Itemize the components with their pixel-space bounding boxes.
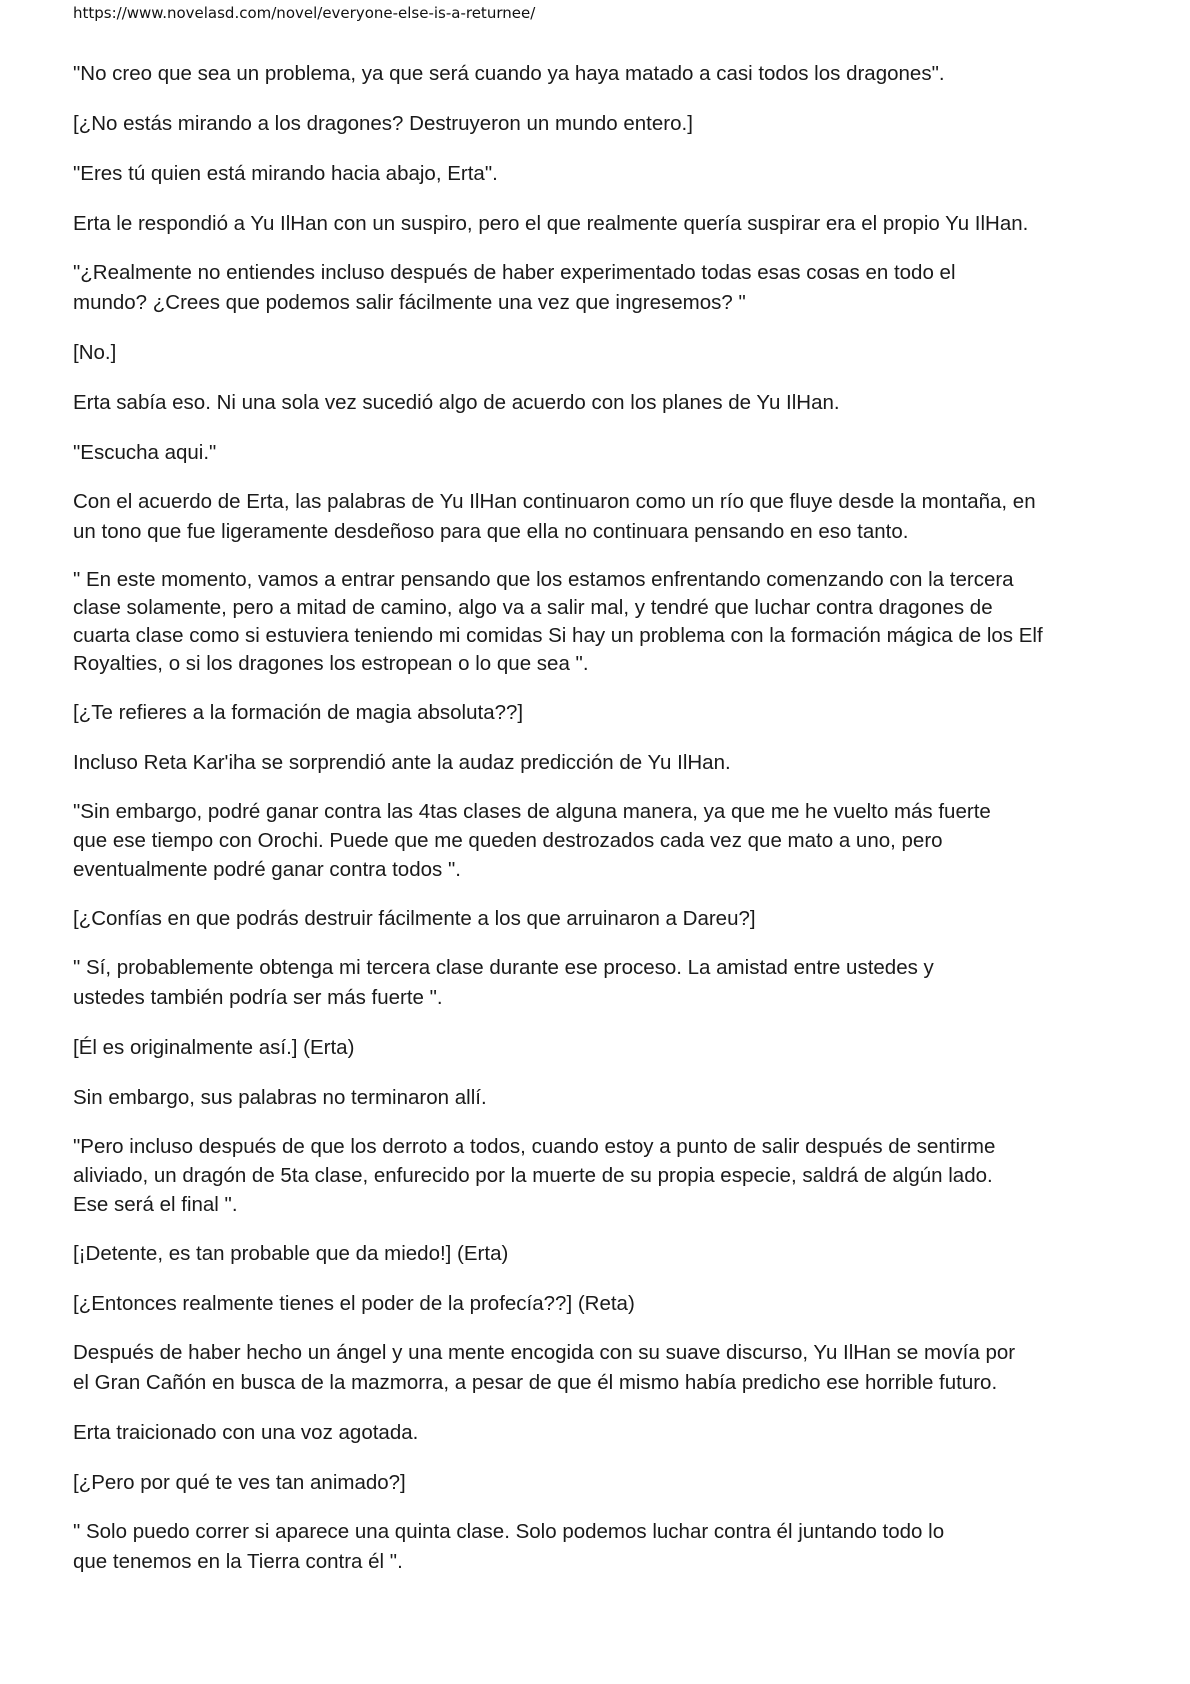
- paragraph: "Escucha aqui.": [73, 441, 217, 464]
- paragraph: [¡Detente, es tan probable que da miedo!] (Erta): [73, 1242, 509, 1265]
- paragraph: "No creo que sea un problema, ya que será cuando ya haya matado a casi todos los dragones".: [73, 62, 945, 85]
- paragraph: " En este momento, vamos a entrar pensando que los estamos enfrentando comenzando con la tercera clase solamente, pero a mitad de camino, algo va a salir mal, y tendré que luchar contra dragones de cuarta clase como si estuviera teniendo mi comidas Si hay un problema con la formación mágica de los Elf Royalties, o si los dragones los estropean o lo que sea ".: [73, 568, 1043, 675]
- paragraph: [¿Pero por qué te ves tan animado?]: [73, 1471, 406, 1494]
- document-body: [73, 58, 1123, 1596]
- paragraph: Sin embargo, sus palabras no terminaron allí.: [73, 1086, 487, 1109]
- paragraph: Con el acuerdo de Erta, las palabras de Yu IlHan continuaron como un río que fluye desde la montaña, en un tono que fue ligeramente desdeñoso para que ella no continuara pensando en eso tanto.: [73, 490, 1036, 543]
- paragraph: " Sí, probablemente obtenga mi tercera clase durante ese proceso. La amistad entre ustedes y ustedes también podría ser más fuerte ".: [73, 956, 934, 1009]
- paragraph: Erta sabía eso. Ni una sola vez sucedió algo de acuerdo con los planes de Yu IlHan.: [73, 391, 840, 414]
- paragraph: [¿Te refieres a la formación de magia absoluta??]: [73, 701, 524, 724]
- paragraph: [Él es originalmente así.] (Erta): [73, 1036, 355, 1059]
- paragraph: "Eres tú quien está mirando hacia abajo, Erta".: [73, 162, 498, 185]
- paragraph: " Solo puedo correr si aparece una quinta clase. Solo podemos luchar contra él juntando todo lo que tenemos en la Tierra contra él ".: [73, 1520, 945, 1573]
- paragraph: [¿Entonces realmente tienes el poder de la profecía??] (Reta): [73, 1292, 635, 1315]
- paragraph: [¿No estás mirando a los dragones? Destruyeron un mundo entero.]: [73, 112, 693, 135]
- paragraph: [¿Confías en que podrás destruir fácilmente a los que arruinaron a Dareu?]: [73, 907, 756, 930]
- paragraph: [No.]: [73, 341, 117, 364]
- paragraph: "Pero incluso después de que los derroto a todos, cuando estoy a punto de salir después de sentirme aliviado, un dragón de 5ta clase, enfurecido por la muerte de su propia especie, saldrá de algún lado. Ese será el final ".: [73, 1135, 996, 1216]
- paragraph: Después de haber hecho un ángel y una mente encogida con su suave discurso, Yu IlHan se movía por el Gran Cañón en busca de la mazmorra, a pesar de que él mismo había predicho ese horrible futuro.: [73, 1341, 1016, 1394]
- paragraph: Erta traicionado con una voz agotada.: [73, 1421, 419, 1444]
- paragraph: "Sin embargo, podré ganar contra las 4tas clases de alguna manera, ya que me he vuelto más fuerte que ese tiempo con Orochi. Puede que me queden destrozados cada vez que mato a uno, pero eventualmente podré ganar contra todos ".: [73, 800, 991, 881]
- paragraph: Incluso Reta Kar'iha se sorprendió ante la audaz predicción de Yu IlHan.: [73, 751, 731, 774]
- page-url-header: https://www.novelasd.com/novel/everyone-else-is-a-returnee/: [73, 4, 536, 22]
- paragraph: "¿Realmente no entiendes incluso después de haber experimentado todas esas cosas en todo el mundo? ¿Crees que podemos salir fácilmente una vez que ingresemos? ": [73, 261, 956, 314]
- paragraph: Erta le respondió a Yu IlHan con un suspiro, pero el que realmente quería suspirar era el propio Yu IlHan.: [73, 212, 1029, 235]
